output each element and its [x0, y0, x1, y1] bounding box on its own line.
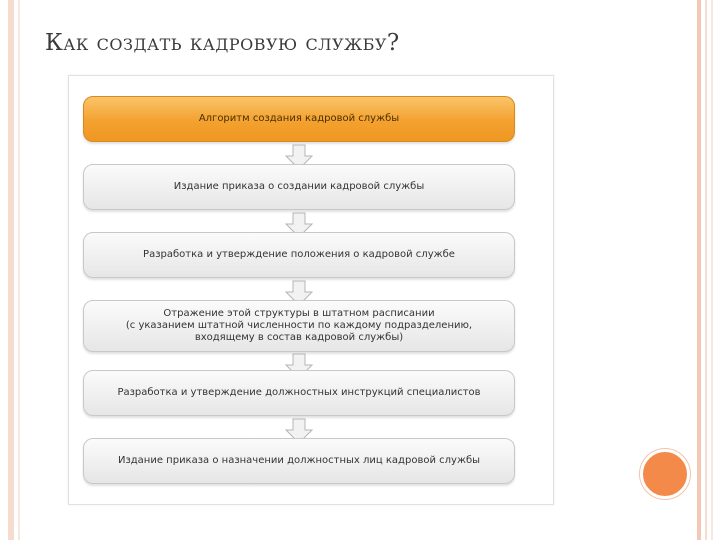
flowchart-step-4-label: Разработка и утверждение должностных инструкций специалистов	[117, 387, 481, 398]
left-decor-line	[18, 0, 20, 540]
right-decor-stripe	[697, 0, 701, 540]
flowchart-panel	[68, 75, 554, 505]
flowchart-step-5	[83, 438, 515, 484]
right-decor-line-outer	[711, 0, 713, 540]
flowchart-step-1	[83, 164, 515, 210]
flowchart-step-3	[83, 300, 515, 352]
decor-circle	[640, 449, 690, 499]
flowchart-step-5-label: Издание приказа о назначении должностных лиц кадровой службы	[117, 455, 481, 466]
flowchart-step-4	[83, 370, 515, 416]
flowchart-step-3-label: Отражение этой структуры в штатном расписании (с указанием штатной численности по каждому подразделению, входящему в состав кадровой службы)	[125, 308, 473, 343]
slide-title: Как создать кадровую службу?	[45, 30, 400, 56]
flowchart-step-2-label: Разработка и утверждение положения о кадровой службе	[143, 249, 455, 260]
flowchart-step-2	[83, 232, 515, 278]
left-decor-stripe	[8, 0, 14, 540]
right-decor-line	[705, 0, 707, 540]
flowchart-step-1-label: Издание приказа о создании кадровой службы	[173, 181, 425, 192]
flowchart-header	[83, 96, 515, 142]
flowchart-header-label: Алгоритм создания кадровой службы	[198, 113, 400, 124]
